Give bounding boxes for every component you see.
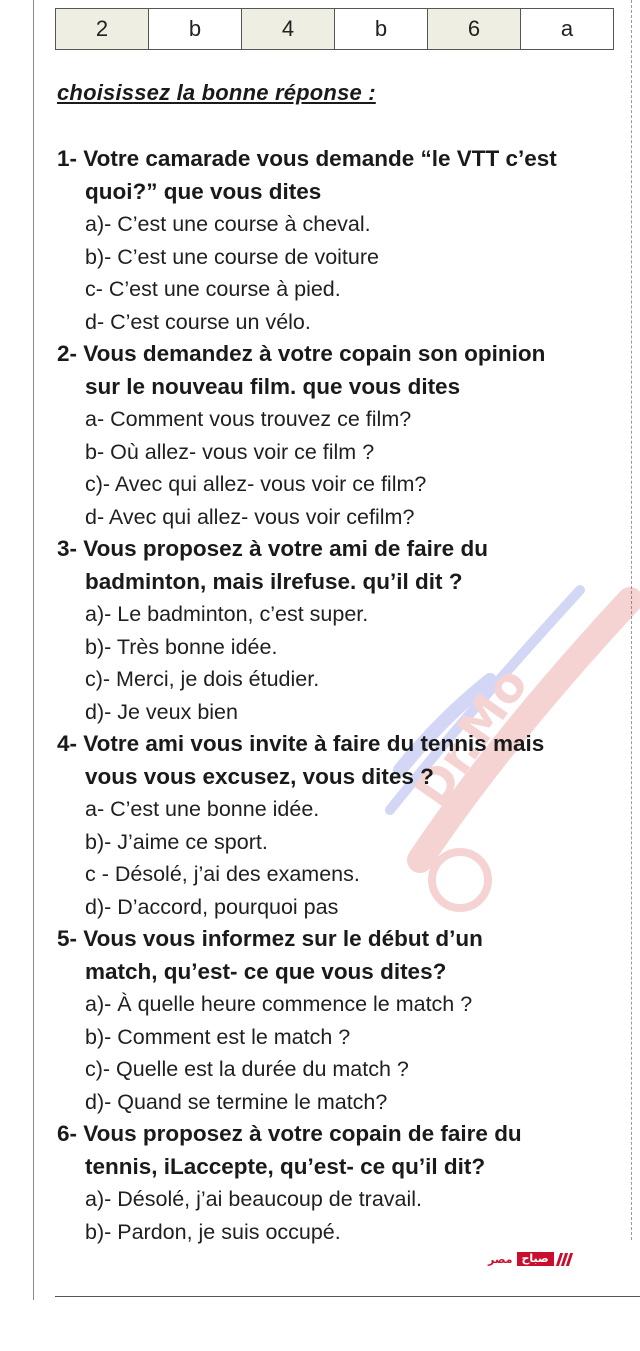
page-left-border [33,0,34,1300]
question-line: 5- Vous vous informez sur le début d’un [57,926,483,951]
answer-option: d- Avec qui allez- vous voir cefilm? [85,504,415,529]
answer-option: a)- Désolé, j’ai beaucoup de travail. [85,1187,423,1211]
question-line: tennis, iLaccepte, qu’est- ce qu’il dit? [85,1153,486,1179]
question-block [57,533,627,728]
question-text [57,728,627,793]
question-block [57,338,627,533]
answer-option: b)- C’est une course de voiture [85,244,379,269]
answer-option: d)- D’accord, pourquoi pas [85,894,339,919]
question-line: sur le nouveau film. que vous dites [85,373,461,399]
question-block [57,923,627,1118]
logo-slash-icon [558,1253,571,1266]
question-line: quoi?” que vous dites [85,178,322,204]
answer-option: a- C’est une bonne idée. [85,797,320,821]
answer-option: d)- Je veux bien [85,699,238,724]
question-line: 6- Vous proposez à votre copain de faire du [57,1121,522,1146]
question-line: 2- Vous demandez à votre copain son opinion [57,341,546,366]
answer-option: a)- À quelle heure commence le match ? [85,992,473,1016]
answer-option: d)- Quand se termine le match? [85,1089,388,1114]
watermark-text: Dr.Mo [403,657,540,817]
question-text [57,533,627,598]
answer-option: c- C’est une course à pied. [85,277,341,301]
answer-option: c)- Quelle est la durée du match ? [85,1057,409,1081]
question-text [57,1118,627,1183]
table-cell: b [335,9,428,50]
question-line: vous vous excusez, vous dites ? [85,763,434,789]
table-cell: 2 [56,9,149,50]
question-line: match, qu’est- ce que vous dites? [85,958,447,984]
question-text [57,923,627,988]
question-line: badminton, mais ilrefuse. qu’il dit ? [85,568,463,594]
answer-option: b)- Très bonne idée. [85,634,278,659]
answer-option: c)- Avec qui allez- vous voir ce film? [85,472,427,496]
question-line: 1- Votre camarade vous demande “le VTT c’est [57,146,557,171]
question-text [57,143,627,208]
logo-word-box: صباح [517,1252,554,1266]
publisher-logo [488,1252,571,1266]
answer-option: a- Comment vous trouvez ce film? [85,407,412,431]
table-cell: 4 [242,9,335,50]
question-text [57,338,627,403]
question-block [57,143,627,338]
question-line: 3- Vous proposez à votre ami de faire du [57,536,488,561]
answer-option: d- C’est course un vélo. [85,309,311,334]
answer-option: b- Où allez- vous voir ce film ? [85,439,375,464]
table-cell: 6 [428,9,521,50]
table-cell: a [521,9,614,50]
page-right-dashed-border [631,0,632,1240]
answer-option: c)- Merci, je dois étudier. [85,667,320,691]
questions-list [57,143,627,1248]
question-block [57,728,627,923]
answer-option: a)- Le badminton, c’est super. [85,602,369,626]
answer-option: b)- Pardon, je suis occupé. [85,1219,341,1244]
bottom-divider [55,1296,640,1297]
table-row [56,9,614,50]
instruction-heading: choisissez la bonne réponse : [57,80,376,105]
question-line: 4- Votre ami vous invite à faire du tennis mais [57,731,545,756]
answer-option: b)- Comment est le match ? [85,1024,351,1049]
answer-option: c - Désolé, j’ai des examens. [85,862,360,886]
table-cell: b [149,9,242,50]
answer-option: a)- C’est une course à cheval. [85,212,371,236]
answer-option: b)- J’aime ce sport. [85,829,268,854]
answer-key-table [55,8,614,50]
logo-word: مصر [488,1252,513,1266]
question-block [57,1118,627,1248]
